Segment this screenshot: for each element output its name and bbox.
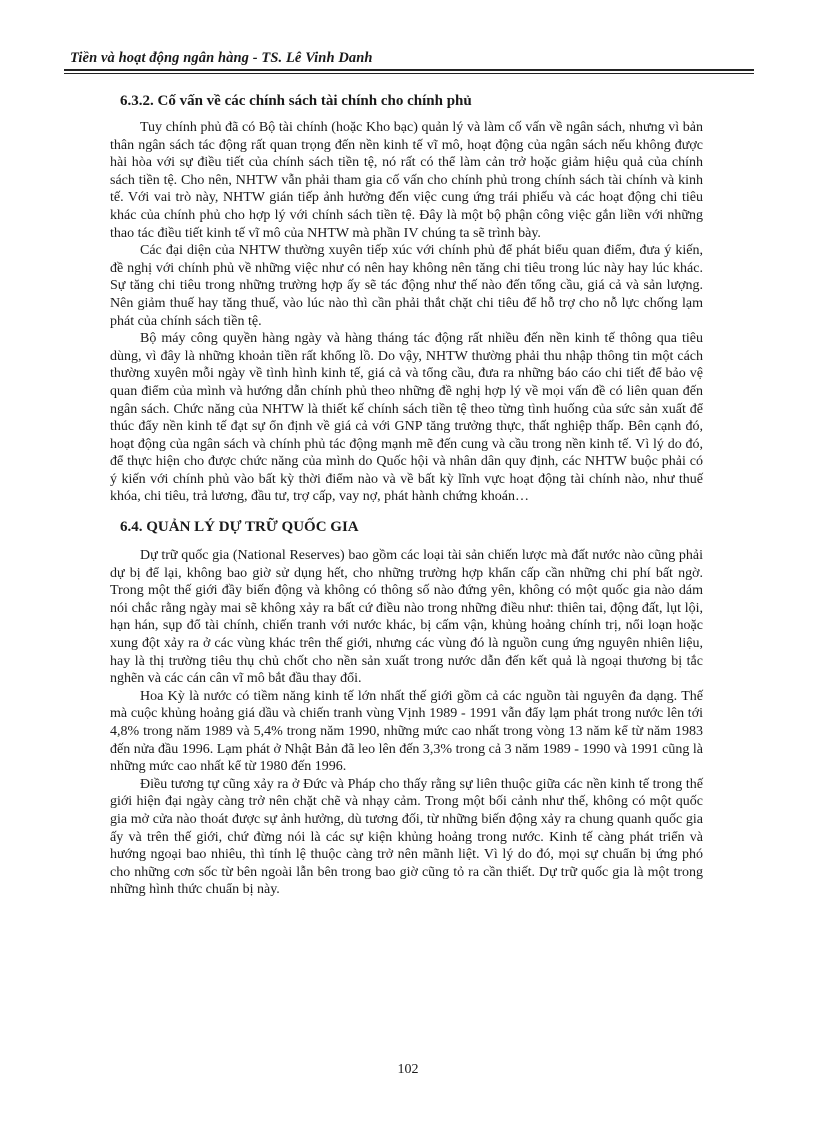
paragraph: Hoa Kỳ là nước có tiềm năng kinh tế lớn nhất thế giới gồm cả các nguồn tài nguyên đa dạng. Thế mà cuộc khủng hoảng giá dầu và chiến tranh vùng Vịnh 1989 - 1991 vẫn đẩy lạm phát trong nước lên tới 4,8% trong năm 1989 và 5,4% trong năm 1990, những mức cao nhất trong vòng 13 năm kể từ năm 1983 đến nửa đầu 1996. Lạm phát ở Nhật Bản đã leo lên đến 3,3% trong cả 3 năm 1989 - 1990 và 1991 cũng là những mức cao nhất kể từ 1980 đến 1996. <box>110 688 703 775</box>
paragraph: Điều tương tự cũng xảy ra ở Đức và Pháp cho thấy rằng sự liên thuộc giữa các nền kinh tế trong thế giới hiện đại ngày càng trở nên chặt chẽ và nhạy cảm. Trong một bối cảnh như thế, không có một quốc gia mở cửa nào thoát được sự ảnh hưởng, dù tương đối, từ những biến động xảy ra chung quanh quốc gia ấy và trên thế giới, chứ đừng nói là các sự kiện khủng hoảng trong nước. Kinh tế càng phát triển và hướng ngoại bao nhiêu, thì tính lệ thuộc càng trở nên mãnh liệt. Vì lý do đó, mọi sự chuẩn bị ứng phó cho những cơn sốc từ bên ngoài lẫn bên trong bao giờ cũng tỏ ra cần thiết. Dự trữ quốc gia là một trong những hình thức chuẩn bị này. <box>110 776 703 898</box>
header-rule-thin <box>64 73 754 74</box>
header-rule <box>64 69 754 71</box>
paragraph: Tuy chính phủ đã có Bộ tài chính (hoặc Kho bạc) quản lý và làm cố vấn về ngân sách, nhưng vì bản thân ngân sách tác động rất quan trọng đến nền kinh tế vĩ mô, hoạt động của ngân sách nếu không được hài hòa với sự điều tiết của chính sách tiền tệ, nó rất có thể làm cản trở hoặc giảm hiệu quả của chính sách tiền tệ. Cho nên, NHTW vẫn phải tham gia cố vấn cho chính phủ trong chính sách tài chính và kinh tế. Với vai trò này, NHTW gián tiếp ảnh hưởng đến việc cung ứng trái phiếu và các hoạt động chi tiêu khác của chính phủ cho hợp lý với chính sách tiền tệ. Đây là một bộ phận công việc gắn liền với những thao tác điều tiết kinh tế vĩ mô của NHTW mà phần IV chúng ta sẽ trình bày. <box>110 120 703 241</box>
page-number: 102 <box>397 1062 419 1077</box>
section-heading-6-4: 6.4. QUẢN LÝ DỰ TRỮ QUỐC GIA <box>120 519 359 536</box>
running-header: Tiền và hoạt động ngân hàng - TS. Lê Vinh Danh <box>70 50 373 66</box>
paragraph: Các đại diện của NHTW thường xuyên tiếp xúc với chính phủ để phát biểu quan điểm, đưa ý kiến, đề nghị với chính phủ về những việc như có nên hay không nên tăng chi tiêu trong lúc này hay lúc khác. Sự tăng chi tiêu trong những trường hợp ấy sẽ tác động như thế nào đến tổng cầu, giá cả và sản lượng. Nên giảm thuế hay tăng thuế, vào lúc nào thì cần phải thắt chặt chi tiêu để hỗ trợ cho nỗ lực chống lạm phát của chính sách tiền tệ. <box>110 243 703 329</box>
paragraph: Bộ máy công quyền hàng ngày và hàng tháng tác động rất nhiều đến nền kinh tế thông qua tiêu dùng, vì đây là những khoản tiền rất khổng lồ. Do vậy, NHTW thường phải thu nhập thông tin một cách thường xuyên mỗi ngày về tình hình kinh tế, giá cả và tổng cầu, đưa ra những báo cáo chi tiết để bảo vệ quan điểm của mình và hướng dẫn chính phủ theo những đề nghị hợp lý về mọi vấn đề có liên quan đến ngân sách. Chức năng của NHTW là thiết kế chính sách tiền tệ theo từng tình huống của sức sản xuất để thúc đẩy nền kinh tế đạt sự ổn định về giá cả với GNP tăng trưởng thực, thất nghiệp thấp. Bên cạnh đó, hoạt động của ngân sách và chính phủ tác động mạnh mẽ đến cung và cầu trong nền kinh tế. Vì lý do đó, để thực hiện cho được chức năng của mình do Quốc hội và nhân dân quy định, các NHTW buộc phải có ý kiến với chính phủ vào bất kỳ thời điểm nào và về bất kỳ lĩnh vực hoạt động tài chính nào, như thuế khóa, chi tiêu, trả lương, đầu tư, trợ cấp, vay nợ, phát hành chứng khoán… <box>110 331 703 505</box>
page-body <box>110 92 703 899</box>
section-heading-6-3-2: 6.3.2. Cố vấn về các chính sách tài chính cho chính phủ <box>120 93 472 109</box>
paragraph: Dự trữ quốc gia (National Reserves) bao gồm các loại tài sản chiến lược mà đất nước nào cũng phải dự bị để lại, không bao giờ sử dụng hết, cho những trường hợp khẩn cấp cần những chi phí bất ngờ. Trong một thế giới đầy biến động và không có thông số nào đứng yên, không có một quốc gia nào dám nói chắc rằng ngày mai sẽ không xảy ra bất cứ điều nào trong những điều như: thiên tai, động đất, lụt lội, hạn hán, sụp đổ tài chính, chiến tranh với nước khác, bị cấm vận, khủng hoảng chính trị, nổi loạn hoặc xung đột xảy ra ở các vùng khác trên thế giới, nhưng các vùng đó là nguồn cung ứng nguyên nhiên liệu, hay là thị trường tiêu thụ chủ chốt cho nền sản xuất trong nước dẫn đến kết quả là ngoại thương bị tắc nghẽn và các cán cân vĩ mô bắt đầu thay đổi. <box>110 548 703 687</box>
